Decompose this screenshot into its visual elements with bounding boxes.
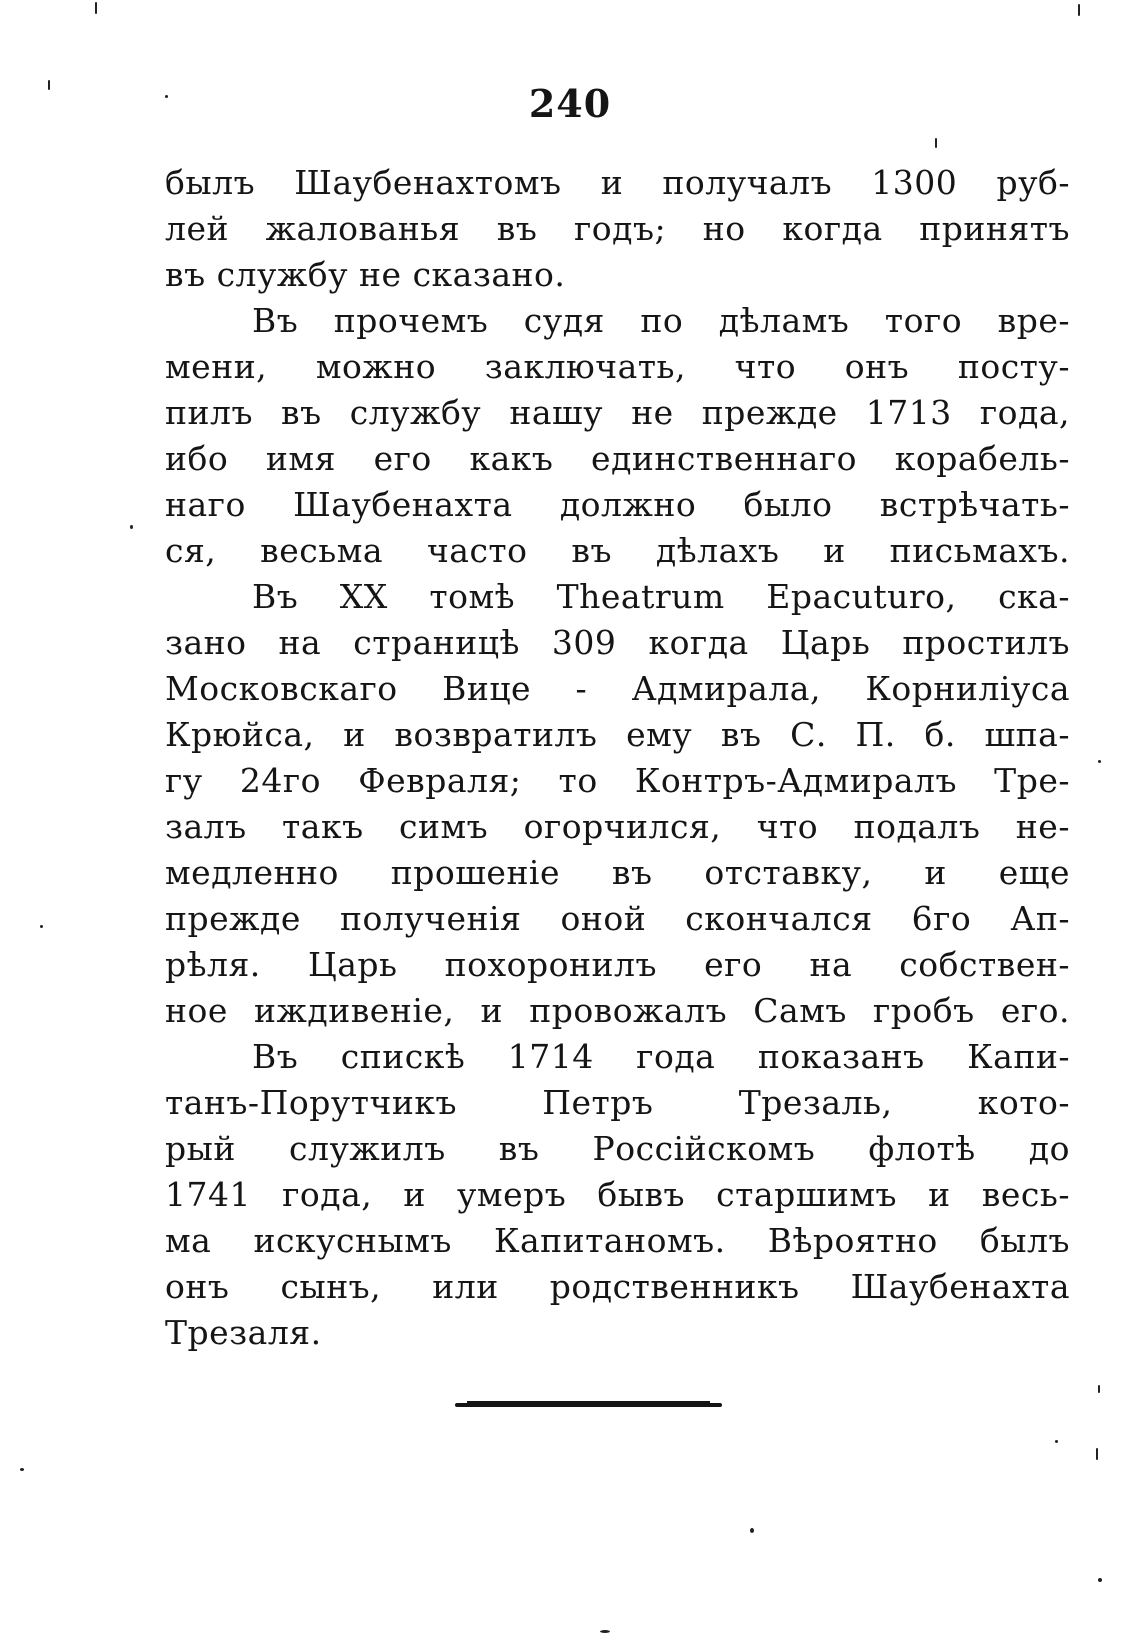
scan-speck [20, 1468, 24, 1471]
scan-speck [1098, 1385, 1100, 1393]
scan-speck [1098, 760, 1101, 763]
text-line: въ службу не сказано. [165, 255, 566, 294]
text-line: рый служилъ въ Россiйскомъ флотѣ до [165, 1129, 1070, 1168]
text-line: рѣля. Царь похоронилъ его на собствен- [165, 945, 1070, 984]
text-line: Крюйса, и возвратилъ ему въ С. П. б. шпа- [165, 715, 1070, 754]
text-line: ибо имя его какъ единственнаго корабель- [165, 439, 1070, 478]
scan-speck [48, 80, 50, 90]
text-line: 1741 года, и умеръ бывъ старшимъ и весь- [165, 1175, 1070, 1214]
scan-speck [95, 2, 97, 14]
scan-speck [1096, 1448, 1098, 1460]
scan-speck [1098, 1578, 1102, 1582]
scan-speck [935, 138, 937, 148]
text-line: Въ XX томѣ Theatrum Epacuturo, ска- [252, 577, 1070, 616]
text-line: Московскаго Вице - Адмирала, Корнилiуса [165, 669, 1070, 708]
scan-speck [1055, 1440, 1058, 1443]
scan-speck [1078, 4, 1080, 16]
scan-speck [130, 525, 133, 529]
scan-speck [600, 1630, 610, 1633]
end-rule [455, 1403, 722, 1407]
page-number: 240 [528, 81, 612, 126]
text-line: ма искуснымъ Капитаномъ. Вѣроятно былъ [165, 1221, 1070, 1260]
text-line: залъ такъ симъ огорчился, что подалъ не- [165, 807, 1070, 846]
text-line: лей жалованья въ годъ; но когда принятъ [165, 209, 1070, 248]
scan-speck [165, 95, 168, 98]
text-line: мени, можно заключать, что онъ посту- [165, 347, 1070, 386]
text-line: былъ Шаубенахтомъ и получалъ 1300 руб- [165, 163, 1070, 202]
text-line: танъ-Порутчикъ Петръ Трезаль, кото- [165, 1083, 1070, 1122]
text-line: Въ спискѣ 1714 года показанъ Капи- [252, 1037, 1070, 1076]
text-line: ся, весьма часто въ дѣлахъ и письмахъ. [165, 531, 1070, 570]
text-line: прежде полученiя оной скончался 6го Ап- [165, 899, 1070, 938]
text-line: Въ прочемъ судя по дѣламъ того вре- [252, 301, 1070, 340]
text-line: онъ сынъ, или родственникъ Шаубенахта [165, 1267, 1070, 1306]
text-line: Трезаля. [165, 1313, 322, 1352]
text-line: пилъ въ службу нашу не прежде 1713 года, [165, 393, 1070, 432]
text-line: медленно прошенiе въ отставку, и еще [165, 853, 1070, 892]
text-line: зано на страницѣ 309 когда Царь простилъ [165, 623, 1070, 662]
scan-speck [40, 925, 43, 928]
text-line: гу 24го Февраля; то Контръ-Адмиралъ Тре- [165, 761, 1070, 800]
scan-speck [750, 1528, 754, 1533]
text-line: ное иждивенiе, и провожалъ Самъ гробъ его. [165, 991, 1070, 1030]
text-line: наго Шаубенахта должно было встрѣчать- [165, 485, 1070, 524]
